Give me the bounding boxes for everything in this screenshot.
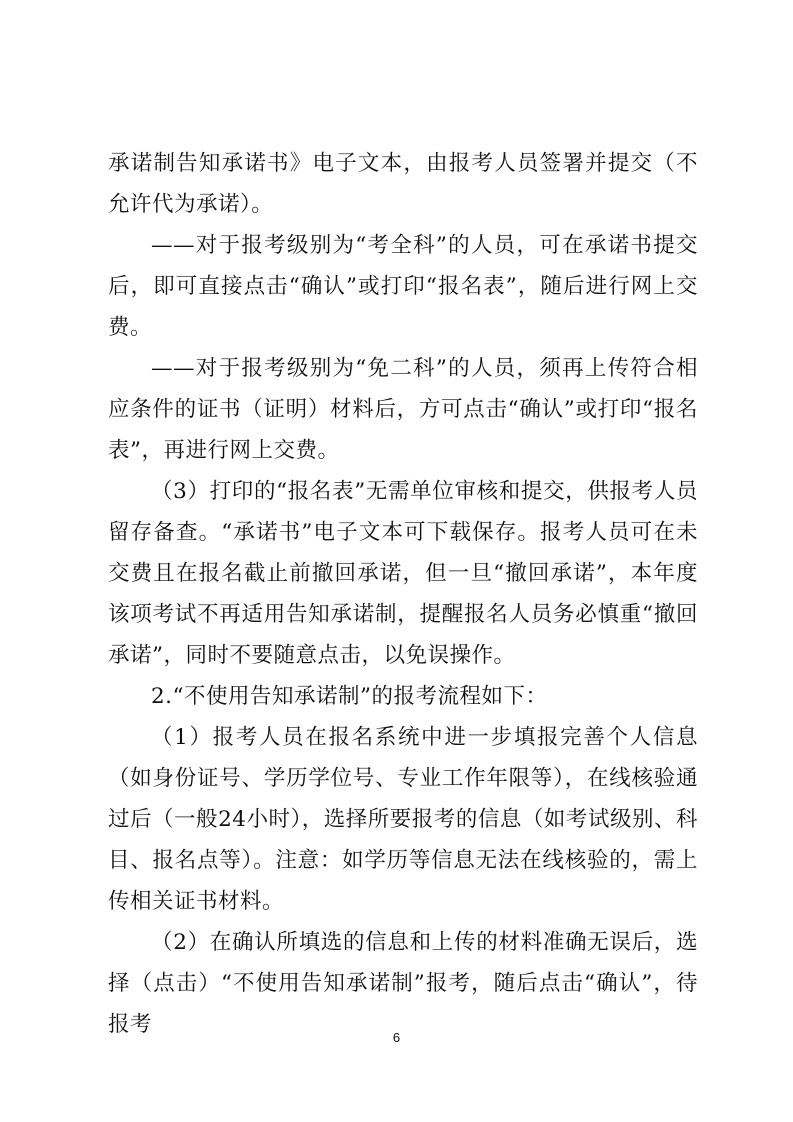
paragraph-step-1: （1）报考人员在报名系统中进一步填报完善个人信息（如身份证号、学历学位号、专业工作年限等），在线核验通过后（一般24小时），选择所要报考的信息（如考试级别、科目、报名点等）。注意：如学历等信息无法在线核验的，需上传相关证书材料。 — [108, 725, 698, 914]
paragraph-exempt-two-subjects: ——对于报考级别为“免二科”的人员，须再上传符合相应条件的证书（证明）材料后，方可点击“确认”或打印“报名表”，再进行网上交费。 — [108, 356, 698, 463]
paragraph-commitment-submission: 承诺制告知承诺书》电子文本，由报考人员签署并提交（不允许代为承诺）。 — [108, 151, 698, 217]
paragraph-section-heading-no-commitment: 2.“不使用告知承诺制”的报考流程如下： — [151, 684, 548, 709]
paragraph-step-2: （2）在确认所填选的信息和上传的材料准确无误后，选择（点击）“不使用告知承诺制”报考，随后点击“确认”，待报考 — [108, 930, 698, 1037]
paragraph-full-subjects: ——对于报考级别为“考全科”的人员，可在承诺书提交后，即可直接点击“确认”或打印“报名表”，随后进行网上交费。 — [108, 233, 698, 340]
page-number: 6 — [392, 1030, 401, 1045]
document-body — [108, 143, 698, 1045]
paragraph-print-registration-form: （3）打印的“报名表”无需单位审核和提交，供报考人员留存备查。“承诺书”电子文本可下载保存。报考人员可在未交费且在报名截止前撤回承诺，但一旦“撤回承诺”，本年度该项考试不再适用告知承诺制，提醒报名人员务必慎重“撤回承诺”，同时不要随意点击，以免误操作。 — [108, 479, 698, 668]
